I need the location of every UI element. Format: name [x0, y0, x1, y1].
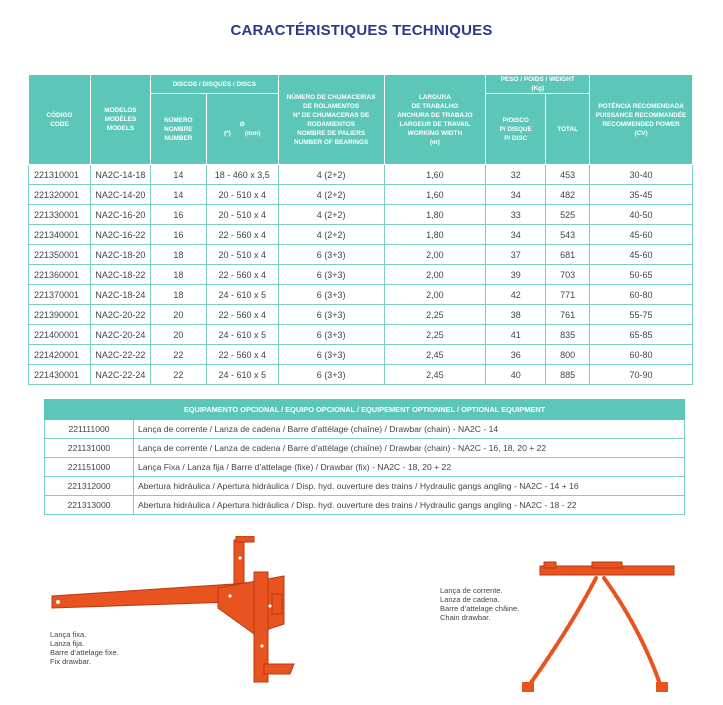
cell-disc-diameter: 24 - 610 x 5 — [206, 285, 278, 305]
cell-code: 221400001 — [29, 325, 91, 345]
header-code: CÓDIGO CODE — [29, 75, 91, 165]
cell-code: 221330001 — [29, 205, 91, 225]
cell-disc-number: 20 — [150, 325, 206, 345]
cell-working-width: 2,00 — [384, 245, 486, 265]
cell-weight-total: 681 — [546, 245, 590, 265]
cell-code: 221313000 — [45, 496, 134, 515]
cell-disc-diameter: 22 - 560 x 4 — [206, 225, 278, 245]
header-disc-number: NÚMERO NOMBRE NUMBER — [150, 94, 206, 165]
cell-disc-diameter: 22 - 560 x 4 — [206, 345, 278, 365]
cell-weight-total: 543 — [546, 225, 590, 245]
cell-weight-per-disc: 33 — [486, 205, 546, 225]
table-row — [29, 285, 693, 305]
cell-bearings: 4 (2+2) — [278, 205, 384, 225]
specifications-table — [28, 74, 693, 385]
cell-bearings: 6 (3+3) — [278, 285, 384, 305]
fixed-drawbar-caption: Lança fixa. Lanza fija. Barre d’attelage fixe. Fix drawbar. — [50, 630, 119, 666]
cell-model: NA2C-22-24 — [90, 365, 150, 385]
cell-weight-per-disc: 39 — [486, 265, 546, 285]
cell-working-width: 2,45 — [384, 345, 486, 365]
cell-recommended-power: 50-65 — [590, 265, 693, 285]
cell-recommended-power: 30-40 — [590, 165, 693, 185]
optional-equipment-header: EQUIPAMENTO OPCIONAL / EQUIPO OPCIONAL / EQUIPEMENT OPTIONNEL / OPTIONAL EQUIPMENT — [45, 400, 685, 420]
table-row — [45, 477, 685, 496]
cell-code: 221111000 — [45, 420, 134, 439]
cell-description: Abertura hidráulica / Apertura hidráulica / Disp. hyd. ouverture des trains / Hydraulic gangs angling - NA2C - 18 - 22 — [134, 496, 685, 515]
cell-description: Lança de corrente / Lanza de cadena / Barre d’attélage (chaîne) / Drawbar (chain) - NA2C - 16, 18, 20 + 22 — [134, 439, 685, 458]
cell-code: 221151000 — [45, 458, 134, 477]
cell-code: 221370001 — [29, 285, 91, 305]
table-row — [29, 325, 693, 345]
cell-weight-total: 761 — [546, 305, 590, 325]
cell-recommended-power: 60-80 — [590, 345, 693, 365]
cell-recommended-power: 45-60 — [590, 245, 693, 265]
cell-disc-number: 18 — [150, 285, 206, 305]
cell-bearings: 4 (2+2) — [278, 225, 384, 245]
cell-code: 221420001 — [29, 345, 91, 365]
cell-weight-total: 800 — [546, 345, 590, 365]
cell-model: NA2C-16-20 — [90, 205, 150, 225]
cell-working-width: 1,80 — [384, 225, 486, 245]
header-power: POTÊNCIA RECOMENDADA PUISSANCE RECOMMANDÉE RECOMMENDED POWER (CV) — [590, 75, 693, 165]
table-row — [45, 439, 685, 458]
header-discs: DISCOS / DISQUES / DISCS — [150, 75, 278, 94]
cell-working-width: 2,25 — [384, 325, 486, 345]
cell-description: Abertura hidráulica / Apertura hidráulica / Disp. hyd. ouverture des trains / Hydraulic gangs angling - NA2C - 14 + 16 — [134, 477, 685, 496]
cell-recommended-power: 70-90 — [590, 365, 693, 385]
cell-working-width: 1,80 — [384, 205, 486, 225]
cell-description: Lança de corrente / Lanza de cadena / Barre d’attélage (chaîne) / Drawbar (chain) - NA2C - 14 — [134, 420, 685, 439]
cell-weight-per-disc: 41 — [486, 325, 546, 345]
cell-disc-number: 16 — [150, 205, 206, 225]
cell-weight-per-disc: 38 — [486, 305, 546, 325]
cell-weight-total: 771 — [546, 285, 590, 305]
cell-model: NA2C-14-18 — [90, 165, 150, 185]
cell-disc-number: 22 — [150, 365, 206, 385]
cell-bearings: 6 (3+3) — [278, 265, 384, 285]
cell-recommended-power: 45-60 — [590, 225, 693, 245]
header-models: MODELOS MODÈLES MODELS — [90, 75, 150, 165]
cell-disc-number: 22 — [150, 345, 206, 365]
cell-working-width: 1,60 — [384, 185, 486, 205]
cell-disc-diameter: 18 - 460 x 3,5 — [206, 165, 278, 185]
cell-code: 221340001 — [29, 225, 91, 245]
cell-recommended-power: 65-85 — [590, 325, 693, 345]
cell-weight-per-disc: 34 — [486, 185, 546, 205]
cell-weight-per-disc: 40 — [486, 365, 546, 385]
table-row — [45, 496, 685, 515]
header-bearings: NÚMERO DE CHUMACEIRAS DE ROLAMENTOS Nº DE CHUMACERAS DE RODAMIENTOS NOMBRE DE PALIERS NUMBER OF BEARINGS — [278, 75, 384, 165]
cell-disc-number: 18 — [150, 265, 206, 285]
cell-model: NA2C-22-22 — [90, 345, 150, 365]
chain-drawbar-image — [500, 558, 680, 698]
cell-working-width: 1,60 — [384, 165, 486, 185]
optional-equipment-table — [44, 399, 685, 515]
cell-bearings: 4 (2+2) — [278, 185, 384, 205]
cell-bearings: 4 (2+2) — [278, 165, 384, 185]
cell-disc-number: 14 — [150, 185, 206, 205]
cell-weight-per-disc: 37 — [486, 245, 546, 265]
cell-model: NA2C-16-22 — [90, 225, 150, 245]
cell-code: 221312000 — [45, 477, 134, 496]
chain-drawbar-caption: Lança de corrente. Lanza de cadena. Barre d’attelage châine. Chain drawbar. — [440, 586, 520, 622]
header-weight-total: TOTAL — [546, 94, 590, 165]
cell-model: NA2C-18-22 — [90, 265, 150, 285]
table-row — [29, 365, 693, 385]
cell-model: NA2C-20-24 — [90, 325, 150, 345]
cell-disc-number: 18 — [150, 245, 206, 265]
table-row — [29, 165, 693, 185]
cell-code: 221131000 — [45, 439, 134, 458]
header-weight-per-disc: P/DISCO P/ DISQUE P/ DISC — [486, 94, 546, 165]
cell-code: 221350001 — [29, 245, 91, 265]
table-row — [29, 245, 693, 265]
cell-disc-number: 16 — [150, 225, 206, 245]
cell-recommended-power: 40-50 — [590, 205, 693, 225]
header-disc-diameter: Ø (*) (mm) — [206, 94, 278, 165]
cell-disc-diameter: 20 - 510 x 4 — [206, 205, 278, 225]
cell-bearings: 6 (3+3) — [278, 325, 384, 345]
cell-disc-diameter: 20 - 510 x 4 — [206, 245, 278, 265]
cell-weight-per-disc: 34 — [486, 225, 546, 245]
cell-disc-diameter: 24 - 610 x 5 — [206, 325, 278, 345]
cell-weight-total: 885 — [546, 365, 590, 385]
cell-weight-total: 703 — [546, 265, 590, 285]
cell-disc-number: 20 — [150, 305, 206, 325]
cell-weight-total: 482 — [546, 185, 590, 205]
cell-code: 221430001 — [29, 365, 91, 385]
cell-bearings: 6 (3+3) — [278, 245, 384, 265]
cell-model: NA2C-18-20 — [90, 245, 150, 265]
cell-bearings: 6 (3+3) — [278, 305, 384, 325]
cell-recommended-power: 35-45 — [590, 185, 693, 205]
cell-recommended-power: 60-80 — [590, 285, 693, 305]
header-weight: PESO / POIDS / WEIGHT (Kg) — [486, 75, 590, 94]
cell-working-width: 2,45 — [384, 365, 486, 385]
cell-working-width: 2,00 — [384, 265, 486, 285]
table-row — [29, 305, 693, 325]
cell-working-width: 2,25 — [384, 305, 486, 325]
cell-weight-total: 525 — [546, 205, 590, 225]
table-row — [45, 420, 685, 439]
cell-model: NA2C-18-24 — [90, 285, 150, 305]
cell-weight-per-disc: 42 — [486, 285, 546, 305]
cell-weight-per-disc: 36 — [486, 345, 546, 365]
table-row — [29, 185, 693, 205]
cell-disc-diameter: 22 - 560 x 4 — [206, 305, 278, 325]
cell-bearings: 6 (3+3) — [278, 345, 384, 365]
table-row — [29, 225, 693, 245]
cell-code: 221360001 — [29, 265, 91, 285]
cell-model: NA2C-20-22 — [90, 305, 150, 325]
table-row — [29, 265, 693, 285]
cell-weight-total: 453 — [546, 165, 590, 185]
table-row — [29, 345, 693, 365]
cell-code: 221320001 — [29, 185, 91, 205]
table-row — [29, 205, 693, 225]
cell-recommended-power: 55-75 — [590, 305, 693, 325]
cell-weight-total: 835 — [546, 325, 590, 345]
page-title: CARACTÉRISTIQUES TECHNIQUES — [230, 22, 493, 39]
cell-disc-diameter: 24 - 610 x 5 — [206, 365, 278, 385]
cell-weight-per-disc: 32 — [486, 165, 546, 185]
cell-code: 221390001 — [29, 305, 91, 325]
header-working-width: LARGURA DE TRABALHO ANCHURA DE TRABAJO LARGEUR DE TRAVAIL WORKING WIDTH (m) — [384, 75, 486, 165]
cell-model: NA2C-14-20 — [90, 185, 150, 205]
cell-working-width: 2,00 — [384, 285, 486, 305]
cell-disc-diameter: 20 - 510 x 4 — [206, 185, 278, 205]
cell-description: Lança Fixa / Lanza fija / Barre d’attelage (fixe) / Drawbar (fix) - NA2C - 18, 20 + 22 — [134, 458, 685, 477]
cell-disc-number: 14 — [150, 165, 206, 185]
cell-bearings: 6 (3+3) — [278, 365, 384, 385]
table-row — [45, 458, 685, 477]
cell-disc-diameter: 22 - 560 x 4 — [206, 265, 278, 285]
cell-code: 221310001 — [29, 165, 91, 185]
